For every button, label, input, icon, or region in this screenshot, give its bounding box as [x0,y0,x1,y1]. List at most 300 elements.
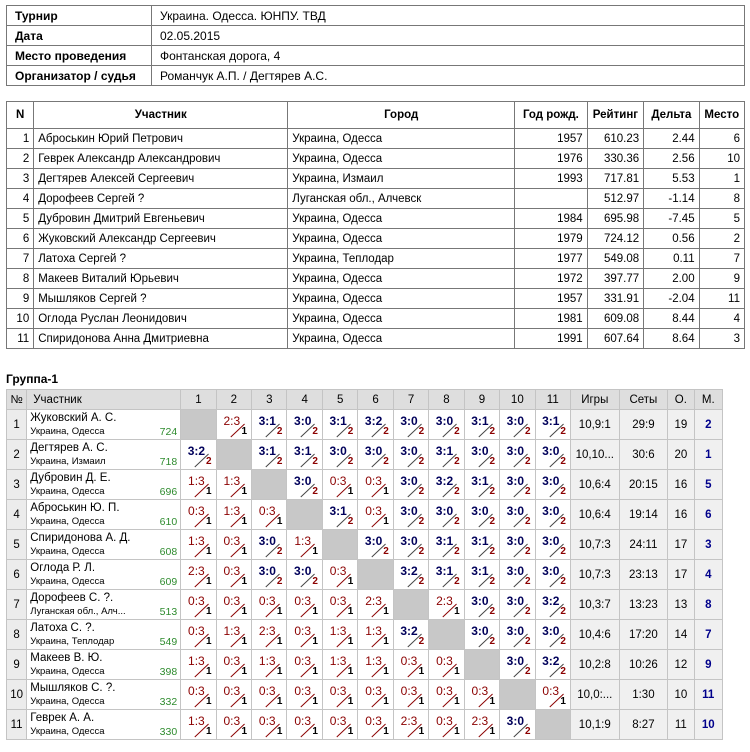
match-points: 2 [454,426,460,437]
match-result-cell [464,410,499,440]
match-points: 2 [418,456,425,467]
grid-header-games: Игры [570,390,619,410]
match-score: 0:3 [258,504,276,518]
grid-header-opponent: 3 [252,390,287,410]
match-score: 3:1 [542,414,560,428]
match-result-cell [181,500,216,530]
match-score: 3:0 [400,444,418,458]
match-points: 2 [276,426,283,437]
player-info [30,695,177,709]
participant-rating: 397.77 [587,269,643,289]
player-rating: 608 [159,546,178,558]
match-points: 2 [560,456,566,467]
match-result-cell [322,590,357,620]
match-points: 2 [489,456,496,467]
points-total: 19 [668,410,694,440]
sets-total: 13:23 [619,590,668,620]
match-points: 1 [206,726,212,737]
participant-city: Украина, Измаил [288,169,515,189]
match-result-cell [252,560,287,590]
participant-name: Жуковский Александр Сергеевич [34,229,288,249]
match-points: 2 [347,456,354,467]
participant-number: 1 [7,129,34,149]
points-total: 11 [668,710,694,740]
match-score: 1:3 [365,654,382,668]
player-city: Украина, Одесса [30,426,105,437]
group-row [7,620,723,650]
match-score: 0:3 [223,594,241,608]
match-score: 3:0 [506,414,524,428]
player-city: Украина, Измаил [30,456,106,467]
info-row [7,66,745,86]
match-points: 1 [241,666,248,677]
group-row-number: 5 [7,530,27,560]
group-row-number: 9 [7,650,27,680]
match-result-cell [500,710,535,740]
match-result-cell [429,650,464,680]
points-total: 12 [668,650,694,680]
match-score: 3:0 [329,444,347,458]
match-result-cell [500,620,535,650]
participant-number: 7 [7,249,34,269]
match-result-cell [500,530,535,560]
match-score: 3:0 [506,444,524,458]
participant-birth-year: 1976 [515,149,588,169]
match-points: 2 [560,486,566,497]
match-result-cell [535,410,570,440]
match-score: 3:0 [294,474,312,488]
match-score: 3:1 [471,564,489,578]
points-total: 16 [668,470,694,500]
match-score: 0:3 [365,684,382,698]
match-score: 2:3 [436,594,453,608]
sets-total: 23:13 [619,560,668,590]
match-result-cell [393,440,428,470]
match-score: 0:3 [223,534,241,548]
participant-birth-year: 1972 [515,269,588,289]
player-rating: 330 [159,726,178,738]
match-result-cell [322,470,357,500]
match-result-cell [393,500,428,530]
participant-delta: -7.45 [644,209,699,229]
player-city: Украина, Одесса [30,666,105,677]
participant-row [7,209,745,229]
participant-birth-year: 1981 [515,309,588,329]
match-score: 3:1 [471,414,489,428]
participant-delta: 8.64 [644,329,699,349]
match-points: 2 [454,576,460,587]
match-points: 1 [241,576,248,587]
match-points: 1 [489,726,496,737]
player-city: Украина, Одесса [30,486,105,497]
match-result-cell [393,530,428,560]
group-row-number: 4 [7,500,27,530]
match-points: 2 [276,456,283,467]
match-points: 2 [560,666,566,677]
info-row [7,46,745,66]
match-result-cell [358,710,393,740]
match-result-cell [252,650,287,680]
player-rating: 332 [159,696,178,708]
match-points: 2 [418,516,425,527]
grid-header-opponent: 8 [429,390,464,410]
grid-header-opponent: 1 [181,390,216,410]
match-score: 3:1 [435,564,454,578]
match-score: 3:1 [329,504,347,518]
sets-total: 17:20 [619,620,668,650]
match-points: 1 [454,666,460,677]
match-result-cell [535,590,570,620]
match-score: 3:0 [471,624,489,638]
player-city: Украина, Одесса [30,576,105,587]
match-score: 3:0 [506,504,524,518]
match-points: 2 [418,486,425,497]
match-points: 2 [312,456,318,467]
participant-delta: 0.56 [644,229,699,249]
grid-header-num: № [7,390,27,410]
group-player-cell [27,680,181,710]
final-place: 8 [694,590,722,620]
match-result-cell [322,410,357,440]
col-header-city: Город [288,102,515,129]
match-result-cell [358,590,393,620]
games-total: 10,6:4 [570,500,619,530]
match-result-cell [287,710,322,740]
match-result-cell [464,560,499,590]
match-score: 0:3 [188,504,205,518]
match-score: 0:3 [436,714,453,728]
match-points: 2 [489,606,496,617]
match-result-cell [216,680,251,710]
match-points: 1 [418,726,425,737]
group-title: Группа-1 [6,372,59,386]
match-score: 2:3 [400,714,418,728]
group-player-cell [27,620,181,650]
player-name: Оглода Р. Л. [30,562,96,574]
participant-birth-year: 1957 [515,289,588,309]
participants-header-row [7,102,745,129]
match-result-cell [464,590,499,620]
match-result-cell [181,710,216,740]
match-points: 2 [312,486,318,497]
match-score: 0:3 [329,474,347,488]
participant-place: 7 [699,249,744,269]
match-result-cell [216,470,251,500]
match-points: 1 [276,606,283,617]
match-result-cell [464,500,499,530]
participant-number: 10 [7,309,34,329]
final-place: 6 [694,500,722,530]
participant-birth-year: 1991 [515,329,588,349]
self-match-cell [322,530,357,560]
match-result-cell [464,620,499,650]
match-points: 2 [454,486,460,497]
match-points: 1 [241,636,248,647]
match-result-cell [464,680,499,710]
games-total: 10,2:8 [570,650,619,680]
self-match-cell [358,560,393,590]
info-label: Турнир [7,6,152,26]
group-player-cell [27,650,181,680]
col-header-delta: Дельта [644,102,699,129]
match-result-cell [393,620,428,650]
match-points: 2 [347,426,354,437]
grid-header-player: Участник [27,390,181,410]
match-result-cell [287,470,322,500]
self-match-cell [252,470,287,500]
player-name: Геврек А. А. [30,712,95,724]
match-score: 3:0 [294,414,312,428]
info-label: Дата [7,26,152,46]
participants-table [6,101,745,349]
match-result-cell [216,500,251,530]
match-result-cell [535,620,570,650]
match-result-cell [216,410,251,440]
match-result-cell [429,590,464,620]
group-player-cell [27,470,181,500]
participant-row [7,229,745,249]
match-points: 1 [454,726,460,737]
match-points: 2 [312,426,318,437]
participant-number: 11 [7,329,34,349]
match-result-cell [500,650,535,680]
match-result-cell [216,530,251,560]
match-score: 0:3 [400,684,418,698]
participant-birth-year: 1993 [515,169,588,189]
match-points: 2 [347,516,354,527]
player-rating: 724 [159,426,178,438]
participant-delta: 0.11 [644,249,699,269]
match-points: 1 [312,546,318,557]
match-points: 1 [383,486,389,497]
sets-total: 1:30 [619,680,668,710]
player-city: Украина, Теплодар [30,636,115,647]
match-score: 3:2 [542,654,560,668]
games-total: 10,0:... [570,680,619,710]
match-score: 0:3 [329,594,347,608]
participant-number: 4 [7,189,34,209]
player-info [30,575,177,589]
participant-name: Оглода Руслан Леонидович [34,309,288,329]
participant-row [7,149,745,169]
match-result-cell [322,680,357,710]
group-row-number: 11 [7,710,27,740]
match-result-cell [429,410,464,440]
participant-number: 2 [7,149,34,169]
group-row-number: 8 [7,620,27,650]
player-name: Макеев В. Ю. [30,652,103,664]
participant-row [7,189,745,209]
match-result-cell [535,560,570,590]
player-rating: 718 [159,456,178,468]
match-points: 1 [241,516,248,527]
match-score: 3:0 [258,534,276,548]
match-result-cell [216,620,251,650]
match-score: 3:0 [400,474,418,488]
match-score: 0:3 [400,654,418,668]
games-total: 10,9:1 [570,410,619,440]
match-points: 1 [276,726,283,737]
match-result-cell [322,710,357,740]
match-points: 1 [206,516,212,527]
group-player-cell [27,500,181,530]
col-header-n: N [7,102,34,129]
grid-header-opponent: 4 [287,390,322,410]
self-match-cell [464,650,499,680]
match-result-cell [287,530,322,560]
match-result-cell [322,620,357,650]
player-rating: 513 [159,606,178,618]
match-score: 3:1 [294,444,312,458]
match-score: 3:0 [542,624,560,638]
match-score: 3:1 [258,444,276,458]
match-score: 1:3 [294,534,312,548]
participant-place: 3 [699,329,744,349]
self-match-cell [216,440,251,470]
player-name: Мышляков С. ?. [30,682,116,694]
participant-city: Луганская обл., Алчевск [288,189,515,209]
match-score: 1:3 [188,714,205,728]
match-points: 1 [276,516,283,527]
match-score: 1:3 [223,504,241,518]
group-row [7,710,723,740]
participant-place: 2 [699,229,744,249]
match-points: 2 [524,486,531,497]
final-place: 1 [694,440,722,470]
grid-header-opponent: 6 [358,390,393,410]
match-result-cell [358,410,393,440]
final-place: 11 [694,680,722,710]
participant-row [7,169,745,189]
match-result-cell [358,680,393,710]
player-info [30,455,177,469]
participant-rating: 512.97 [587,189,643,209]
match-score: 0:3 [188,684,205,698]
player-rating: 398 [159,666,178,678]
match-result-cell [287,680,322,710]
match-score: 0:3 [471,684,489,698]
group-player-cell [27,410,181,440]
participant-place: 10 [699,149,744,169]
participant-place: 9 [699,269,744,289]
match-score: 2:3 [258,624,276,638]
games-total: 10,3:7 [570,590,619,620]
match-points: 2 [418,636,425,647]
grid-header-opponent: 10 [500,390,535,410]
participant-number: 3 [7,169,34,189]
match-result-cell [500,470,535,500]
group-row-number: 3 [7,470,27,500]
match-points: 2 [524,666,531,677]
points-total: 14 [668,620,694,650]
match-result-cell [500,500,535,530]
match-score: 3:0 [364,444,383,458]
participant-city: Украина, Теплодар [288,249,515,269]
group-results-grid [6,389,723,740]
match-result-cell [535,500,570,530]
player-name: Жуковский А. С. [30,412,117,424]
match-points: 2 [560,546,566,557]
match-score: 3:0 [506,654,524,668]
player-info [30,545,177,559]
participant-number: 9 [7,289,34,309]
sets-total: 10:26 [619,650,668,680]
match-score: 3:1 [329,414,347,428]
match-score: 3:0 [542,474,560,488]
match-result-cell [252,680,287,710]
participant-name: Дубровин Дмитрий Евгеньевич [34,209,288,229]
match-points: 2 [524,726,531,737]
player-name: Дубровин Д. Е. [30,472,111,484]
match-score: 3:0 [364,534,383,548]
group-row [7,470,723,500]
match-points: 2 [312,576,318,587]
group-player-cell [27,590,181,620]
match-score: 0:3 [365,504,382,518]
sets-total: 8:27 [619,710,668,740]
group-row-number: 7 [7,590,27,620]
match-score: 1:3 [188,474,205,488]
match-points: 1 [383,726,389,737]
match-points: 1 [276,696,283,707]
grid-header-opponent: 9 [464,390,499,410]
participant-number: 5 [7,209,34,229]
participant-row [7,249,745,269]
match-result-cell [429,530,464,560]
group-row [7,650,723,680]
games-total: 10,6:4 [570,470,619,500]
participant-number: 8 [7,269,34,289]
match-result-cell [287,650,322,680]
participant-city: Украина, Одесса [288,129,515,149]
match-points: 1 [206,666,212,677]
match-score: 3:0 [471,504,489,518]
match-points: 1 [383,516,389,527]
match-points: 2 [383,546,389,557]
col-header-participant: Участник [34,102,288,129]
info-value: Фонтанская дорога, 4 [152,46,745,66]
match-score: 3:0 [400,534,418,548]
match-score: 3:0 [506,474,524,488]
player-name: Дорофеев С. ?. [30,592,114,604]
match-score: 0:3 [365,474,382,488]
match-result-cell [252,710,287,740]
match-result-cell [181,470,216,500]
participant-name: Латоха Сергей ? [34,249,288,269]
info-value: Романчук А.П. / Дегтярев А.С. [152,66,745,86]
match-result-cell [216,650,251,680]
match-result-cell [287,620,322,650]
participant-name: Дорофеев Сергей ? [34,189,288,209]
participant-rating: 695.98 [587,209,643,229]
match-points: 1 [312,726,318,737]
match-points: 1 [383,696,389,707]
match-points: 1 [276,666,283,677]
player-city: Украина, Одесса [30,726,105,737]
match-score: 3:0 [400,414,418,428]
participant-number: 6 [7,229,34,249]
match-result-cell [500,410,535,440]
final-place: 5 [694,470,722,500]
match-result-cell [429,470,464,500]
group-row [7,530,723,560]
points-total: 16 [668,500,694,530]
match-result-cell [464,710,499,740]
sets-total: 20:15 [619,470,668,500]
match-points: 1 [347,726,354,737]
final-place: 2 [694,410,722,440]
match-points: 1 [418,696,425,707]
